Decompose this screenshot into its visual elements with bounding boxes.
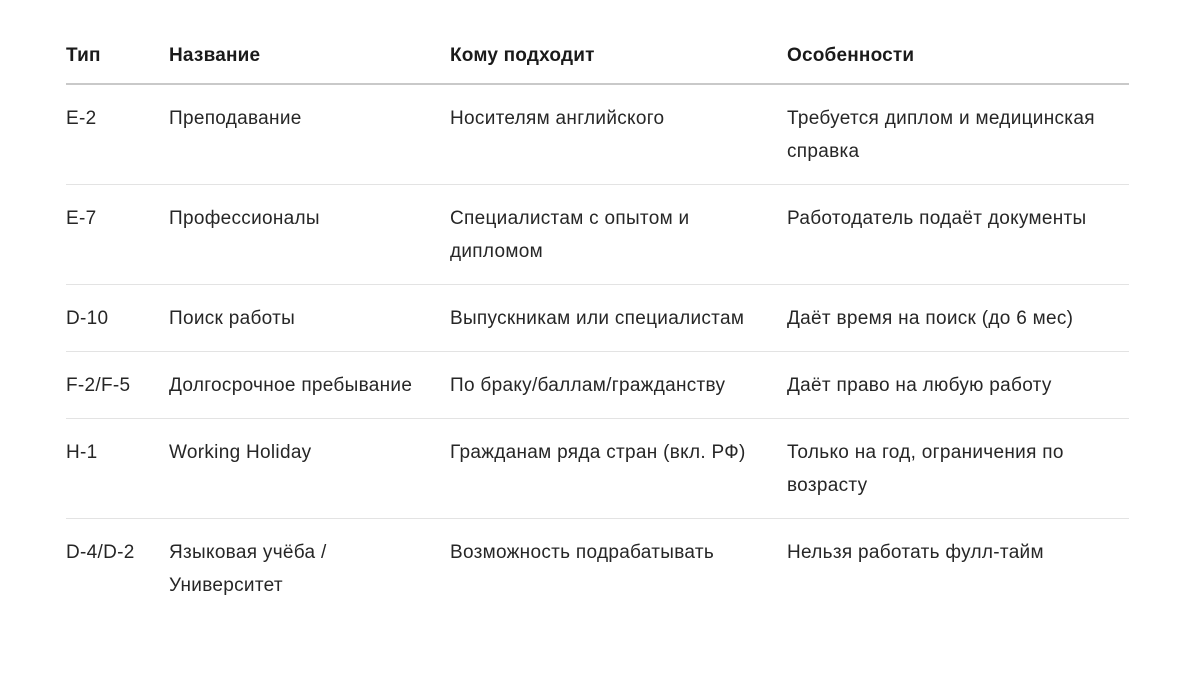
cell-suitable-for: Выпускникам или специалистам	[450, 285, 787, 352]
cell-suitable-for: Возможность подрабатывать	[450, 542, 715, 563]
cell-features: Даёт время на поиск (до 6 мес)	[787, 285, 1129, 352]
visa-table-container	[66, 28, 1129, 618]
table-header-row	[66, 28, 1129, 84]
table-row	[66, 285, 1129, 352]
table-row	[66, 185, 1129, 285]
cell-name: Преподавание	[169, 84, 450, 185]
cell-type: E-2	[66, 84, 169, 185]
table-row	[66, 84, 1129, 185]
cell-suitable-for: Гражданам ряда стран (вкл. РФ)	[450, 419, 787, 519]
cell-features: Работодатель подаёт документы	[787, 185, 1129, 285]
cell-suitable-for: Специалистам с опытом и дипломом	[450, 185, 787, 285]
header-name: Название	[169, 28, 450, 84]
visa-types-table	[66, 28, 1129, 618]
cell-type: H-1	[66, 419, 169, 519]
cell-name: Профессионалы	[169, 185, 450, 285]
cell-type: E-7	[66, 185, 169, 285]
cell-features: Нельзя работать фулл-тайм	[787, 542, 1044, 563]
cell-name: Долгосрочное пребывание	[169, 352, 450, 419]
table-row	[66, 352, 1129, 419]
cell-type: D-10	[66, 285, 169, 352]
cell-type: D-4/D-2	[66, 542, 135, 563]
header-features: Особенности	[787, 28, 1129, 84]
header-type: Тип	[66, 28, 169, 84]
cell-name: Поиск работы	[169, 285, 450, 352]
table-row	[66, 419, 1129, 519]
cell-features: Требуется диплом и медицинская справка	[787, 84, 1129, 185]
cell-features: Только на год, ограничения по возрасту	[787, 419, 1129, 519]
cell-name: Языковая учёба / Университет	[169, 542, 327, 596]
table-row	[66, 519, 1129, 619]
cell-type: F-2/F-5	[66, 352, 169, 419]
cell-suitable-for: По браку/баллам/гражданству	[450, 352, 787, 419]
cell-features: Даёт право на любую работу	[787, 352, 1129, 419]
cell-suitable-for: Носителям английского	[450, 84, 787, 185]
cell-name: Working Holiday	[169, 419, 450, 519]
header-suitable-for: Кому подходит	[450, 28, 787, 84]
